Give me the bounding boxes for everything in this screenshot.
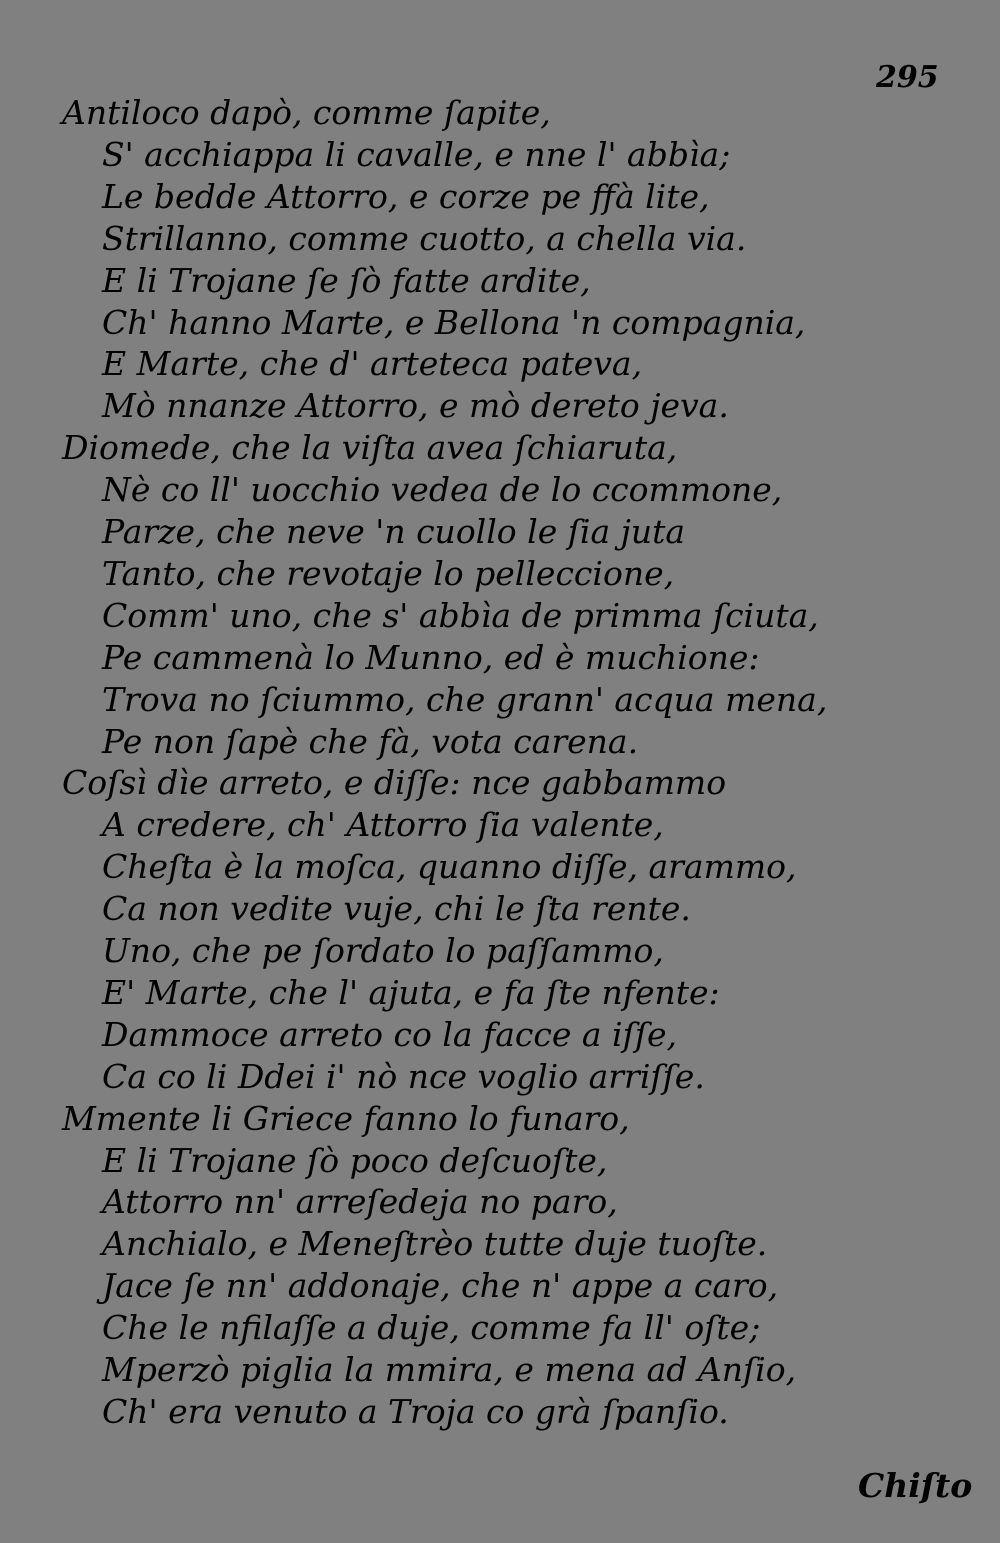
verse-line: Pe non ſapè che fà, vota carena. xyxy=(102,721,639,761)
verse-line: Ca co li Ddei i' nò nce voglio arriſſe. xyxy=(102,1056,705,1096)
verse-line: Ch' era venuto a Troja co grà ſpanſio. xyxy=(102,1391,729,1431)
verse-line: Ch' hanno Marte, e Bellona 'n compagnia, xyxy=(102,302,806,342)
verse-line: Attorro nn' arreſedeja no paro, xyxy=(102,1182,618,1222)
verse-line: Le bedde Attorro, e corze pe ffà lite, xyxy=(102,176,710,216)
verse-line: Pe cammenà lo Munno, ed è muchione: xyxy=(102,637,760,677)
verse-line: Strillanno, comme cuotto, a chella via. xyxy=(102,218,747,258)
page-number: 295 xyxy=(876,60,939,95)
verse-line: Cheſta è la moſca, quanno diſſe, arammo, xyxy=(102,847,797,887)
verse-line: Comm' uno, che s' abbìa de primma ſciuta, xyxy=(102,595,819,635)
catchword: Chiſto xyxy=(858,1466,973,1505)
verse-line: S' acchiappa li cavalle, e nne l' abbìa; xyxy=(102,134,731,174)
verse-line: Anchialo, e Meneſtrèo tutte duje tuoſte. xyxy=(102,1224,768,1264)
verse-line: Mò nnanze Attorro, e mò dereto jeva. xyxy=(102,386,729,426)
verse-line: Trova no ſciummo, che grann' acqua mena, xyxy=(102,679,828,719)
verse-line: Antiloco dapò, comme ſapite, xyxy=(62,93,551,132)
verse-line: A credere, ch' Attorro ſia valente, xyxy=(102,805,664,845)
verse-line: Mperzò piglia la mmira, e mena ad Anſio, xyxy=(102,1350,797,1389)
verse-line: Jace ſe nn' addonaje, che n' appe a caro, xyxy=(102,1266,779,1306)
verse-line: Uno, che pe ſordato lo paſſammo, xyxy=(102,931,664,970)
verse-line: Tanto, che revotaje lo pelleccione, xyxy=(102,553,675,593)
verse-line: Coſsì dìe arreto, e diſſe: nce gabbammo xyxy=(62,763,727,803)
verse-line: Che le nfilaſſe a duje, comme fa ll' oſte; xyxy=(102,1308,761,1348)
verse-line: E Marte, che d' arteteca pateva, xyxy=(102,344,643,384)
verse-line: Dammoce arreto co la facce a iſſe, xyxy=(102,1014,678,1054)
verse-line: Mmente li Griece fanno lo funaro, xyxy=(62,1098,630,1138)
verse-line: E li Trojane ſò poco deſcuoſte, xyxy=(102,1140,608,1180)
verse-line: E' Marte, che l' ajuta, e fa ſte nfente: xyxy=(102,972,720,1012)
verse-line: Diomede, che la viſta avea ſchiaruta, xyxy=(62,428,678,468)
verse-line: Ca non vedite vuje, chi le ſta rente. xyxy=(102,889,691,929)
verse-line: E li Trojane ſe ſò fatte ardite, xyxy=(102,260,591,300)
verse-line: Nè co ll' uocchio vedea de lo ccommone, xyxy=(102,470,783,510)
verse-line: Parze, che neve 'n cuollo le ſia juta xyxy=(102,512,686,551)
